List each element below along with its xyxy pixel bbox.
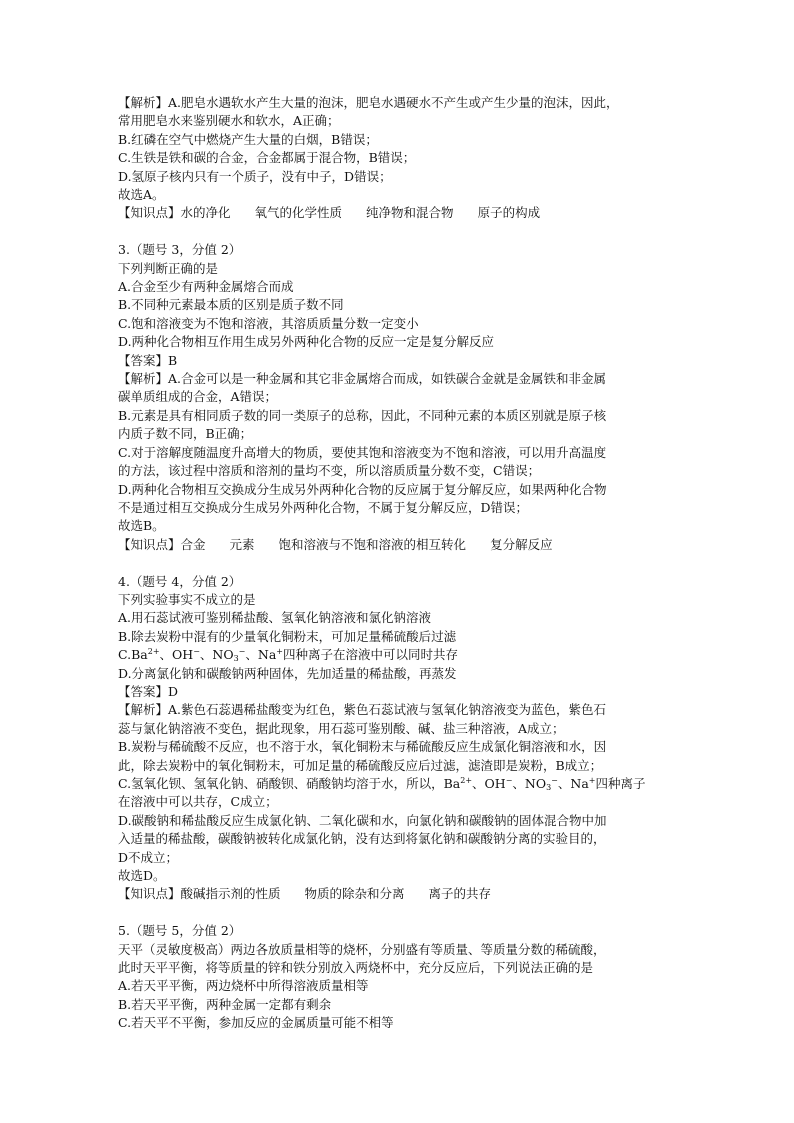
spacer [118,904,684,922]
option-b: B.不同种元素最本质的区别是质子数不同 [118,297,344,313]
charge-superscript: + [588,776,596,785]
knowledge-point: 氧气的化学性质 [254,205,343,221]
question-3 [118,241,684,554]
ion-text: 四种离子 [595,776,646,791]
knowledge-point: 纯净物和混合物 [366,205,454,221]
knowledge-point: 复分解反应 [490,536,553,552]
analysis-conclusion: 故选A。 [118,187,165,203]
analysis-line: D.两种化合物相互交换成分生成另外两种化合物的反应属于复分解反应，如果两种化合物 [118,481,607,497]
ion-text: 、OH [472,776,506,791]
option-c [118,646,684,664]
option-d: D.两种化合物相互作用生成另外两种化合物的反应一定是复分解反应 [118,334,495,350]
question-5 [118,922,684,1032]
spacer [118,554,684,572]
knowledge-point: 离子的共存 [428,886,492,902]
analysis-line: 此，除去炭粉中的氧化铜粉末，可加足量的稀硫酸反应后过滤，滤渣即是炭粉，B成立； [118,757,603,773]
analysis-line: D.碳酸钠和稀盐酸反应生成氯化钠、二氧化碳和水，向氯化钠和碳酸钠的固体混合物中加 [118,812,607,828]
ion-text: C.氢氧化钡、氢氧化钠、硝酸钡、硝酸钠均溶于水，所以，Ba [118,776,461,791]
knowledge-point: 合金 [180,536,206,552]
knowledge-points [118,885,684,903]
spacer [118,223,684,241]
charge-superscript: 2+ [147,647,160,657]
ion-text: 、Na [245,647,277,663]
option-b: B.除去炭粉中混有的少量氧化铜粉末，可加足量稀硫酸后过滤 [118,628,457,644]
question-stem: 此时天平平衡，将等质量的锌和铁分别放入两烧杯中，充分反应后，下列说法正确的是 [118,960,594,976]
analysis-line: 碳单质组成的合金，A错误； [118,389,278,405]
analysis-conclusion: 故选D。 [118,868,166,884]
analysis-line: 【解析】A.紫色石蕊遇稀盐酸变为红色，紫色石蕊试液与氢氧化钠溶液变为蓝色，紫色石 [118,702,607,718]
analysis-line: 常用肥皂水来鉴别硬水和软水，A正确； [118,113,340,129]
subscript: 3 [233,654,239,664]
analysis-line [118,775,684,793]
question-header: 3.（题号 3，分值 2） [118,242,242,258]
analysis-line: B.红磷在空气中燃烧产生大量的白烟，B错误； [118,131,378,147]
analysis-line: C.生铁是铁和碳的合金，合金都属于混合物，B错误； [118,150,416,166]
charge-superscript: 2+ [460,776,473,785]
analysis-line: B.炭粉与稀硫酸不反应，也不溶于水，氧化铜粉末与稀硫酸反应生成氯化铜溶液和水，因 [118,739,607,755]
option-c: C.若天平不平衡，参加反应的金属质量可能不相等 [118,1015,394,1031]
charge-superscript: − [238,647,246,657]
knowledge-point: 元素 [229,536,255,552]
answer: 【答案】B [118,352,178,368]
analysis-line: C.对于溶解度随温度升高增大的物质，要使其饱和溶液变为不饱和溶液，可以用升高温度 [118,444,607,460]
ion-text: 、NO [512,776,547,791]
analysis-line: 【解析】A.肥皂水遇软水产生大量的泡沫，肥皂水遇硬水不产生或产生少量的泡沫，因此， [118,95,619,110]
knowledge-point: 饱和溶液与不饱和溶液的相互转化 [278,536,467,552]
charge-superscript: − [505,776,513,785]
analysis-conclusion: 故选B。 [118,518,165,534]
analysis-line: 不是通过相互交换成分生成另外两种化合物，不属于复分解反应，D错误； [118,499,529,515]
knowledge-point: 原子的构成 [477,205,541,221]
knowledge-points-label: 【知识点】 [118,536,181,552]
knowledge-point: 水的净化 [180,205,231,221]
knowledge-points-label: 【知识点】 [118,886,181,902]
knowledge-points-label: 【知识点】 [118,205,181,221]
option-c: C.饱和溶液变为不饱和溶液，其溶质质量分数一定变小 [118,315,419,331]
analysis-line: 在溶液中可以共存，C成立； [118,794,278,810]
question-stem: 天平（灵敏度极高）两边各放质量相等的烧杯，分别盛有等质量、等质量分数的稀硫酸， [118,941,606,957]
knowledge-points [118,204,684,222]
ion-text: 、NO [199,647,234,663]
question-stem: 下列实验事实不成立的是 [118,591,256,607]
analysis-line: 入适量的稀盐酸，碳酸钠被转化成氯化钠，没有达到将氯化钠和碳酸钠分离的实验目的， [118,831,606,847]
question-stem: 下列判断正确的是 [118,260,219,276]
option-d: D.分离氯化钠和碳酸钠两种固体，先加适量的稀盐酸，再蒸发 [118,665,457,681]
answer: 【答案】D [118,683,179,699]
ion-text: C.Ba [118,647,148,663]
subscript: 3 [546,783,552,792]
option-a: A.合金至少有两种金属熔合而成 [118,279,294,295]
charge-superscript: + [276,647,283,657]
question-4 [118,573,684,904]
knowledge-point: 物质的除杂和分离 [304,886,405,902]
analysis-line: 内质子数不同，B正确； [118,426,253,442]
ion-text: 、Na [557,776,589,791]
option-a: A.用石蕊试液可鉴别稀盐酸、氢氧化钠溶液和氯化钠溶液 [118,610,432,626]
analysis-line: D不成立； [118,849,179,865]
option-b: B.若天平平衡，两种金属一定都有剩余 [118,996,332,1012]
analysis-line: D.氢原子核内只有一个质子，没有中子，D错误； [118,168,392,184]
knowledge-point: 酸碱指示剂的性质 [180,886,281,902]
knowledge-points [118,536,684,554]
analysis-line: 【解析】A.合金可以是一种金属和其它非金属熔合而成，如铁碳合金就是金属铁和非金属 [118,371,607,387]
analysis-q2 [118,94,684,223]
ion-text: 、OH [159,647,194,663]
analysis-line: 的方法，该过程中溶质和溶剂的量均不变，所以溶质质量分数不变，C错误； [118,463,541,479]
charge-superscript: − [551,776,558,785]
question-header: 5.（题号 5，分值 2） [118,923,242,939]
ion-text: 四种离子在溶液中可以同时共存 [282,647,458,663]
charge-superscript: − [193,647,200,657]
option-a: A.若天平平衡，两边烧杯中所得溶液质量相等 [118,978,369,994]
analysis-line: B.元素是具有相同质子数的同一类原子的总称，因此，不同种元素的本质区别就是原子核 [118,407,607,423]
analysis-line: 蕊与氯化钠溶液不变色，据此现象，用石蕊可鉴别酸、碱、盐三种溶液，A成立； [118,720,565,736]
document-page [118,94,684,1033]
question-header: 4.（题号 4，分值 2） [118,573,242,589]
